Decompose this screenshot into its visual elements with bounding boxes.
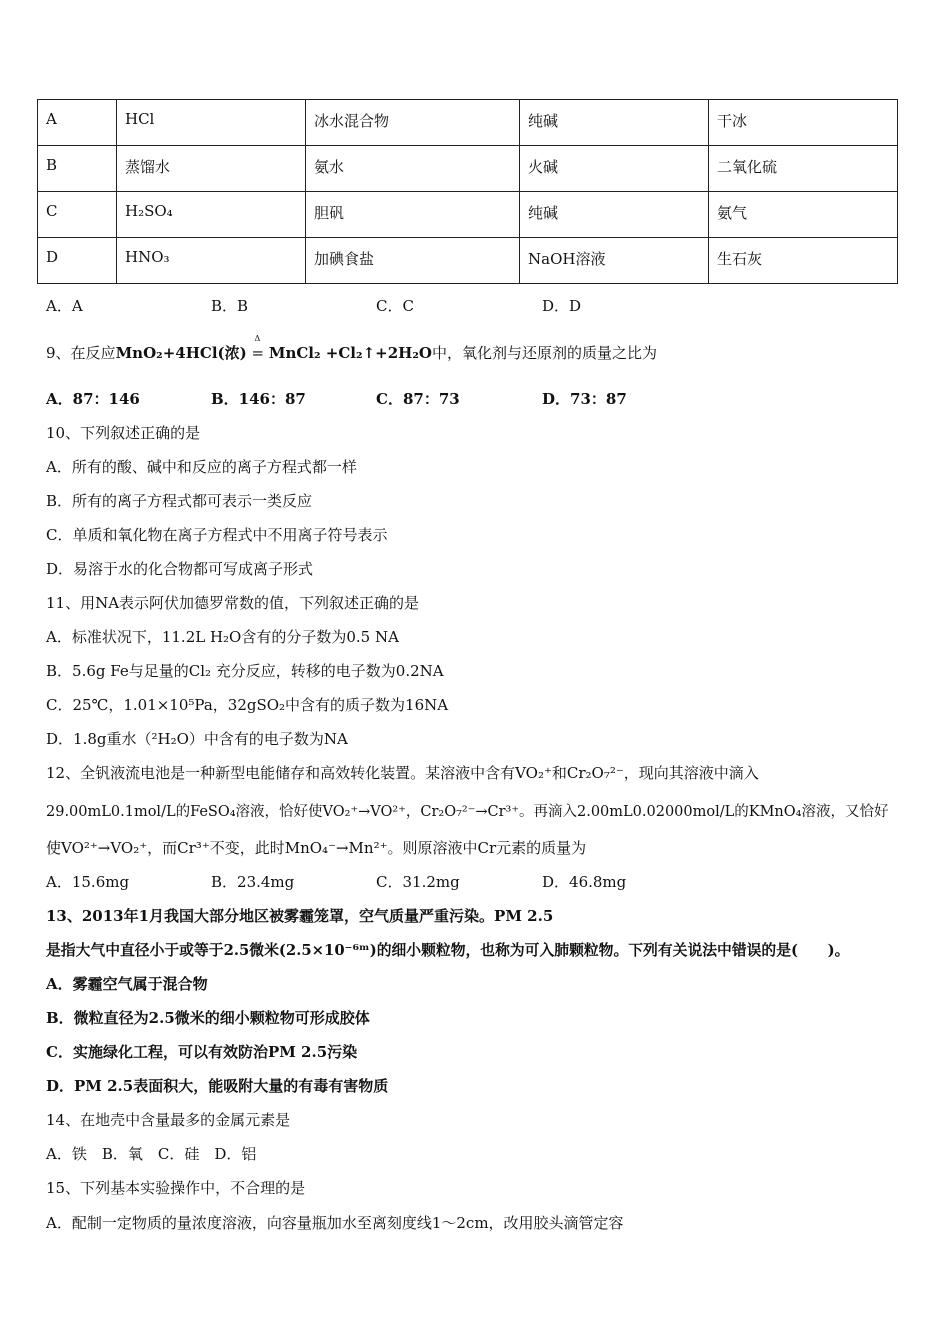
table-row	[38, 100, 898, 146]
classification-table	[37, 99, 898, 284]
q14-stem: 14、在地壳中含量最多的金属元素是	[46, 1111, 291, 1129]
q13-option-b: B．微粒直径为2.5微米的细小颗粒物可形成胶体	[46, 1009, 370, 1027]
equation-right: MnCl₂ +Cl₂↑+2H₂O	[268, 344, 432, 362]
q13-option-c: C．实施绿化工程，可以有效防治PM 2.5污染	[46, 1043, 358, 1061]
q11-option-c: C．25℃，1.01×10⁵Pa，32gSO₂中含有的质子数为16NA	[46, 696, 449, 714]
table-cell: 干冰	[709, 100, 898, 146]
q11-option-d: D．1.8g重水（²H₂O）中含有的电子数为NA	[46, 730, 348, 748]
table-cell: 纯碱	[520, 192, 709, 238]
q11-option-b: B．5.6g Fe与足量的Cl₂ 充分反应，转移的电子数为0.2NA	[46, 662, 444, 680]
choice: A．A	[46, 297, 83, 315]
table-cell: A	[38, 100, 117, 146]
q13-option-d: D．PM 2.5表面积大，能吸附大量的有毒有害物质	[46, 1077, 389, 1095]
q12-stem-line3: 使VO²⁺→VO₂⁺，而Cr³⁺不变，此时MnO₄⁻→Mn²⁺。则原溶液中Cr元素的质量为	[46, 839, 587, 857]
choice: C．87：73	[376, 390, 460, 408]
q13-stem-line1: 13、2013年1月我国大部分地区被雾霾笼罩，空气质量严重污染。PM 2.5	[46, 907, 554, 925]
table-cell: H₂SO₄	[117, 192, 306, 238]
choice: D．73：87	[542, 390, 627, 408]
q13-stem-line2: 是指大气中直径小于或等于2.5微米(2.5×10⁻⁶ᵐ)的细小颗粒物，也称为可入肺颗粒物。下列有关说法中错误的是( )。	[46, 942, 850, 959]
q10-option-d: D．易溶于水的化合物都可写成离子形式	[46, 560, 314, 578]
choice: A．15.6mg	[46, 873, 130, 891]
choice: D．D	[542, 297, 582, 315]
q10-option-a: A．所有的酸、碱中和反应的离子方程式都一样	[46, 458, 357, 476]
table-cell: 火碱	[520, 146, 709, 192]
stem-text: 在反应	[70, 344, 116, 362]
table-cell: 胆矾	[306, 192, 520, 238]
q15-stem: 15、下列基本实验操作中，不合理的是	[46, 1179, 306, 1197]
q10-option-c: C．单质和氧化物在离子方程式中不用离子符号表示	[46, 526, 388, 544]
equation-sign	[251, 334, 265, 362]
equation-left: MnO₂+4HCl(浓)	[115, 344, 247, 362]
choice: B．23.4mg	[211, 873, 295, 891]
table-cell: 生石灰	[709, 238, 898, 284]
q10-option-b: B．所有的离子方程式都可表示一类反应	[46, 492, 313, 510]
choice: C．31.2mg	[376, 873, 460, 891]
table-cell: 冰水混合物	[306, 100, 520, 146]
table-row	[38, 192, 898, 238]
table-row	[38, 238, 898, 284]
table-row	[38, 146, 898, 192]
table-cell: 氨水	[306, 146, 520, 192]
choice: C．C	[376, 297, 414, 315]
table-cell: 加碘食盐	[306, 238, 520, 284]
q14-choices: A．铁 B．氧 C．硅 D．铝	[46, 1145, 257, 1163]
table-cell: HCl	[117, 100, 306, 146]
table-cell: 蒸馏水	[117, 146, 306, 192]
q13-option-a: A．雾霾空气属于混合物	[46, 975, 208, 993]
equals-sign: =	[251, 344, 265, 362]
choice: B．146：87	[211, 390, 306, 408]
choice: D．46.8mg	[542, 873, 627, 891]
table-cell: D	[38, 238, 117, 284]
q10-stem: 10、下列叙述正确的是	[46, 424, 201, 442]
table-cell: 纯碱	[520, 100, 709, 146]
q11-option-a: A．标准状况下，11.2L H₂O含有的分子数为0.5 NA	[46, 628, 399, 646]
choice: B．B	[211, 297, 249, 315]
stem-text: 中，氧化剂与还原剂的质量之比为	[431, 344, 657, 362]
q9-stem	[46, 334, 657, 363]
table-cell: 氨气	[709, 192, 898, 238]
table-cell: 二氧化硫	[709, 146, 898, 192]
q11-stem: 11、用NA表示阿伏加德罗常数的值，下列叙述正确的是	[46, 594, 420, 612]
question-number: 9、	[46, 344, 71, 362]
q15-option-a: A．配制一定物质的量浓度溶液，向容量瓶加水至离刻度线1～2cm，改用胶头滴管定容	[46, 1214, 624, 1232]
q12-stem-line1: 12、全钒液流电池是一种新型电能储存和高效转化装置。某溶液中含有VO₂⁺和Cr₂O₇²⁻，现向其溶液中滴入	[46, 764, 759, 782]
table-cell: B	[38, 146, 117, 192]
table-cell: C	[38, 192, 117, 238]
choice: A．87：146	[46, 390, 140, 408]
table-cell: NaOH溶液	[520, 238, 709, 284]
q12-stem-line2: 29.00mL0.1mol/L的FeSO₄溶液，恰好使VO₂⁺→VO²⁺，Cr₂O₇²⁻→Cr³⁺。再滴入2.00mL0.02000mol/L的KMnO₄溶液，又恰好	[46, 804, 889, 820]
table-cell: HNO₃	[117, 238, 306, 284]
heat-condition: Δ	[254, 334, 261, 343]
